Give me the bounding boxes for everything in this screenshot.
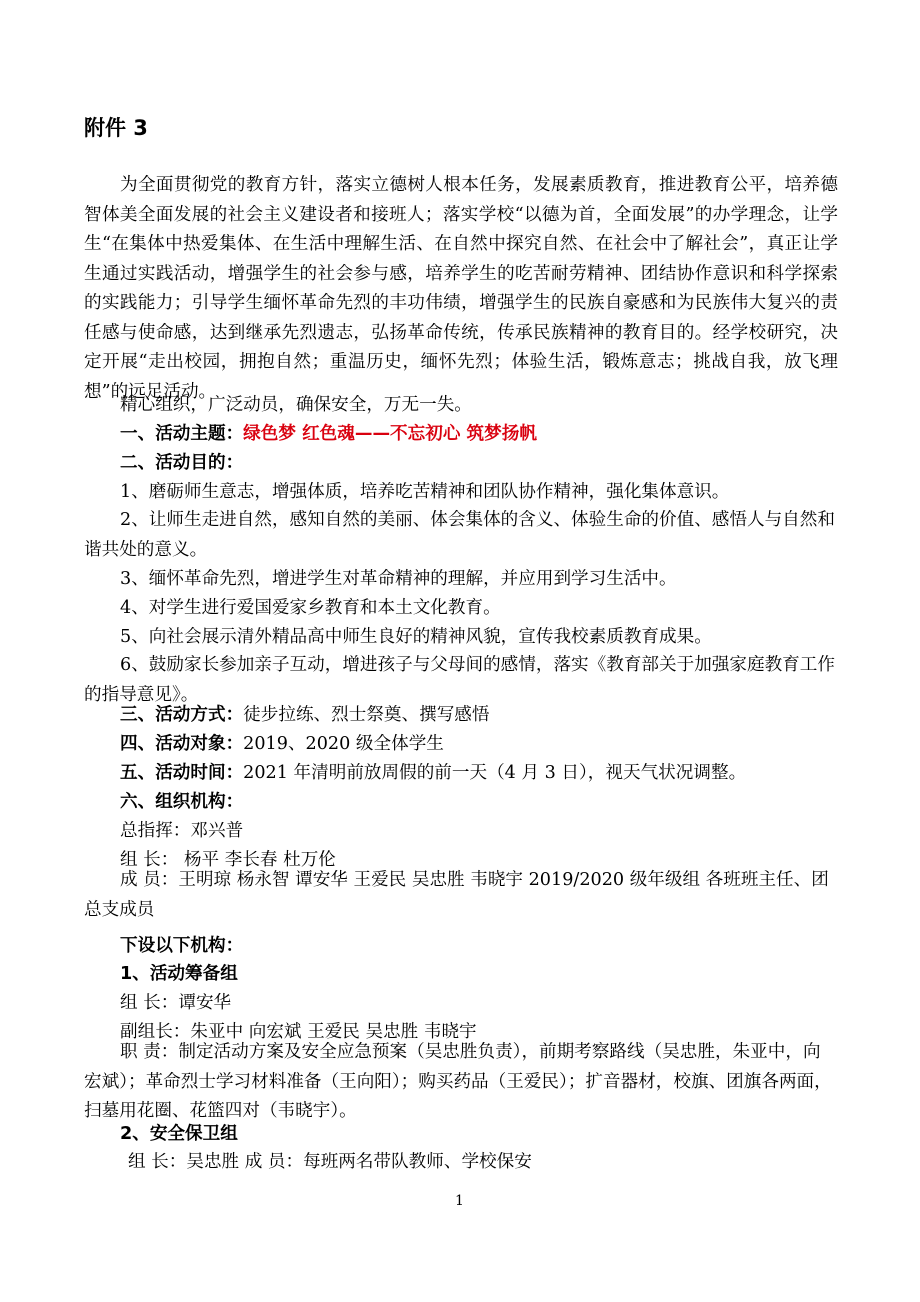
org-leader: 组 长： 杨平 李长春 杜万伦 — [120, 850, 336, 870]
purpose-item-2: 2、让师生走进自然，感知自然的美丽、体会集体的含义、体验生命的价值、感悟人与自然和谐共处的意义。 — [84, 510, 835, 560]
org-heading: 六、组织机构： — [120, 792, 244, 812]
method-label: 三、活动方式： — [120, 705, 244, 725]
purpose-item-3: 3、缅怀革命先烈，增进学生对革命精神的理解，并应用到学习生活中。 — [120, 569, 677, 589]
target-value: 2019、2020 级全体学生 — [243, 734, 444, 754]
page-number: 1 — [455, 1193, 464, 1209]
theme-line — [120, 422, 537, 446]
theme-value: 绿色梦 红色魂——不忘初心 筑梦扬帆 — [243, 424, 537, 444]
purpose-item-5: 5、向社会展示清外精品高中师生良好的精神风貌，宣传我校素质教育成果。 — [120, 627, 712, 647]
group1-duty: 职 责：制定活动方案及安全应急预案（吴忠胜负责），前期考察路线（吴忠胜，朱亚中，向宏斌）；革命烈士学习材料准备（王向阳）；购买药品（王爱民）；扩音器材，校旗、团旗各两面，扫墓用花圈、花篮四对（韦晓宇）。 — [84, 1042, 832, 1121]
group1-deputy: 副组长：朱亚中 向宏斌 王爱民 吴忠胜 韦晓宇 — [120, 1022, 477, 1042]
org-members: 成 员：王明琼 杨永智 谭安华 王爱民 吴忠胜 韦晓宇 2019/2020 级年级组 各班班主任、团总支成员 — [84, 870, 829, 920]
theme-label: 一、活动主题： — [120, 424, 244, 444]
group1-title: 1、活动筹备组 — [120, 964, 238, 984]
sub-org-heading: 下设以下机构： — [120, 936, 244, 956]
intro-paragraph: 为全面贯彻党的教育方针，落实立德树人根本任务，发展素质教育，推进教育公平，培养德智体美全面发展的社会主义建设者和接班人；落实学校“以德为首，全面发展”的办学理念，让学生“在集体中热爱集体、在生活中理解生活、在自然中探究自然、在社会中了解社会”，真正让学生通过实践活动，增强学生的社会参与感，培养学生的吃苦耐劳精神、团结协作意识和科学探索的实践能力；引导学生缅怀革命先烈的丰功伟绩，增强学生的民族自豪感和为民族伟大复兴的责任感与使命感，达到继承先烈遗志，弘扬革命传统，传承民族精神的教育目的。经学校研究，决定开展“走出校园，拥抱自然；重温历史，缅怀先烈；体验生活，锻炼意志；挑战自我，放飞理想”的远足活动。 — [84, 175, 838, 402]
group1-leader: 组 长：谭安华 — [120, 993, 232, 1013]
time-label: 五、活动时间： — [120, 763, 244, 783]
org-commander: 总指挥：邓兴普 — [120, 821, 244, 841]
purpose-item-4: 4、对学生进行爱国爱家乡教育和本土文化教育。 — [120, 598, 501, 618]
method-line — [120, 703, 490, 727]
group2-title: 2、安全保卫组 — [120, 1124, 238, 1144]
time-value: 2021 年清明前放周假的前一天（4 月 3 日），视天气状况调整。 — [243, 763, 747, 783]
group2-leader: 组 长：吴忠胜 成 员：每班两名带队教师、学校保安 — [128, 1152, 532, 1172]
slogan-line: 精心组织，广泛动员，确保安全，万无一失。 — [120, 395, 472, 415]
attachment-label: 附件 3 — [84, 116, 148, 140]
time-line — [120, 761, 746, 785]
purpose-heading: 二、活动目的： — [120, 453, 244, 473]
target-label: 四、活动对象： — [120, 734, 244, 754]
purpose-item-1: 1、磨砺师生意志，增强体质，培养吃苦精神和团队协作精神，强化集体意识。 — [120, 482, 730, 502]
target-line — [120, 732, 444, 756]
purpose-item-6: 6、鼓励家长参加亲子互动，增进孩子与父母间的感情，落实《教育部关于加强家庭教育工作的指导意见》。 — [84, 655, 835, 705]
method-value: 徒步拉练、烈士祭奠、撰写感悟 — [243, 705, 490, 725]
